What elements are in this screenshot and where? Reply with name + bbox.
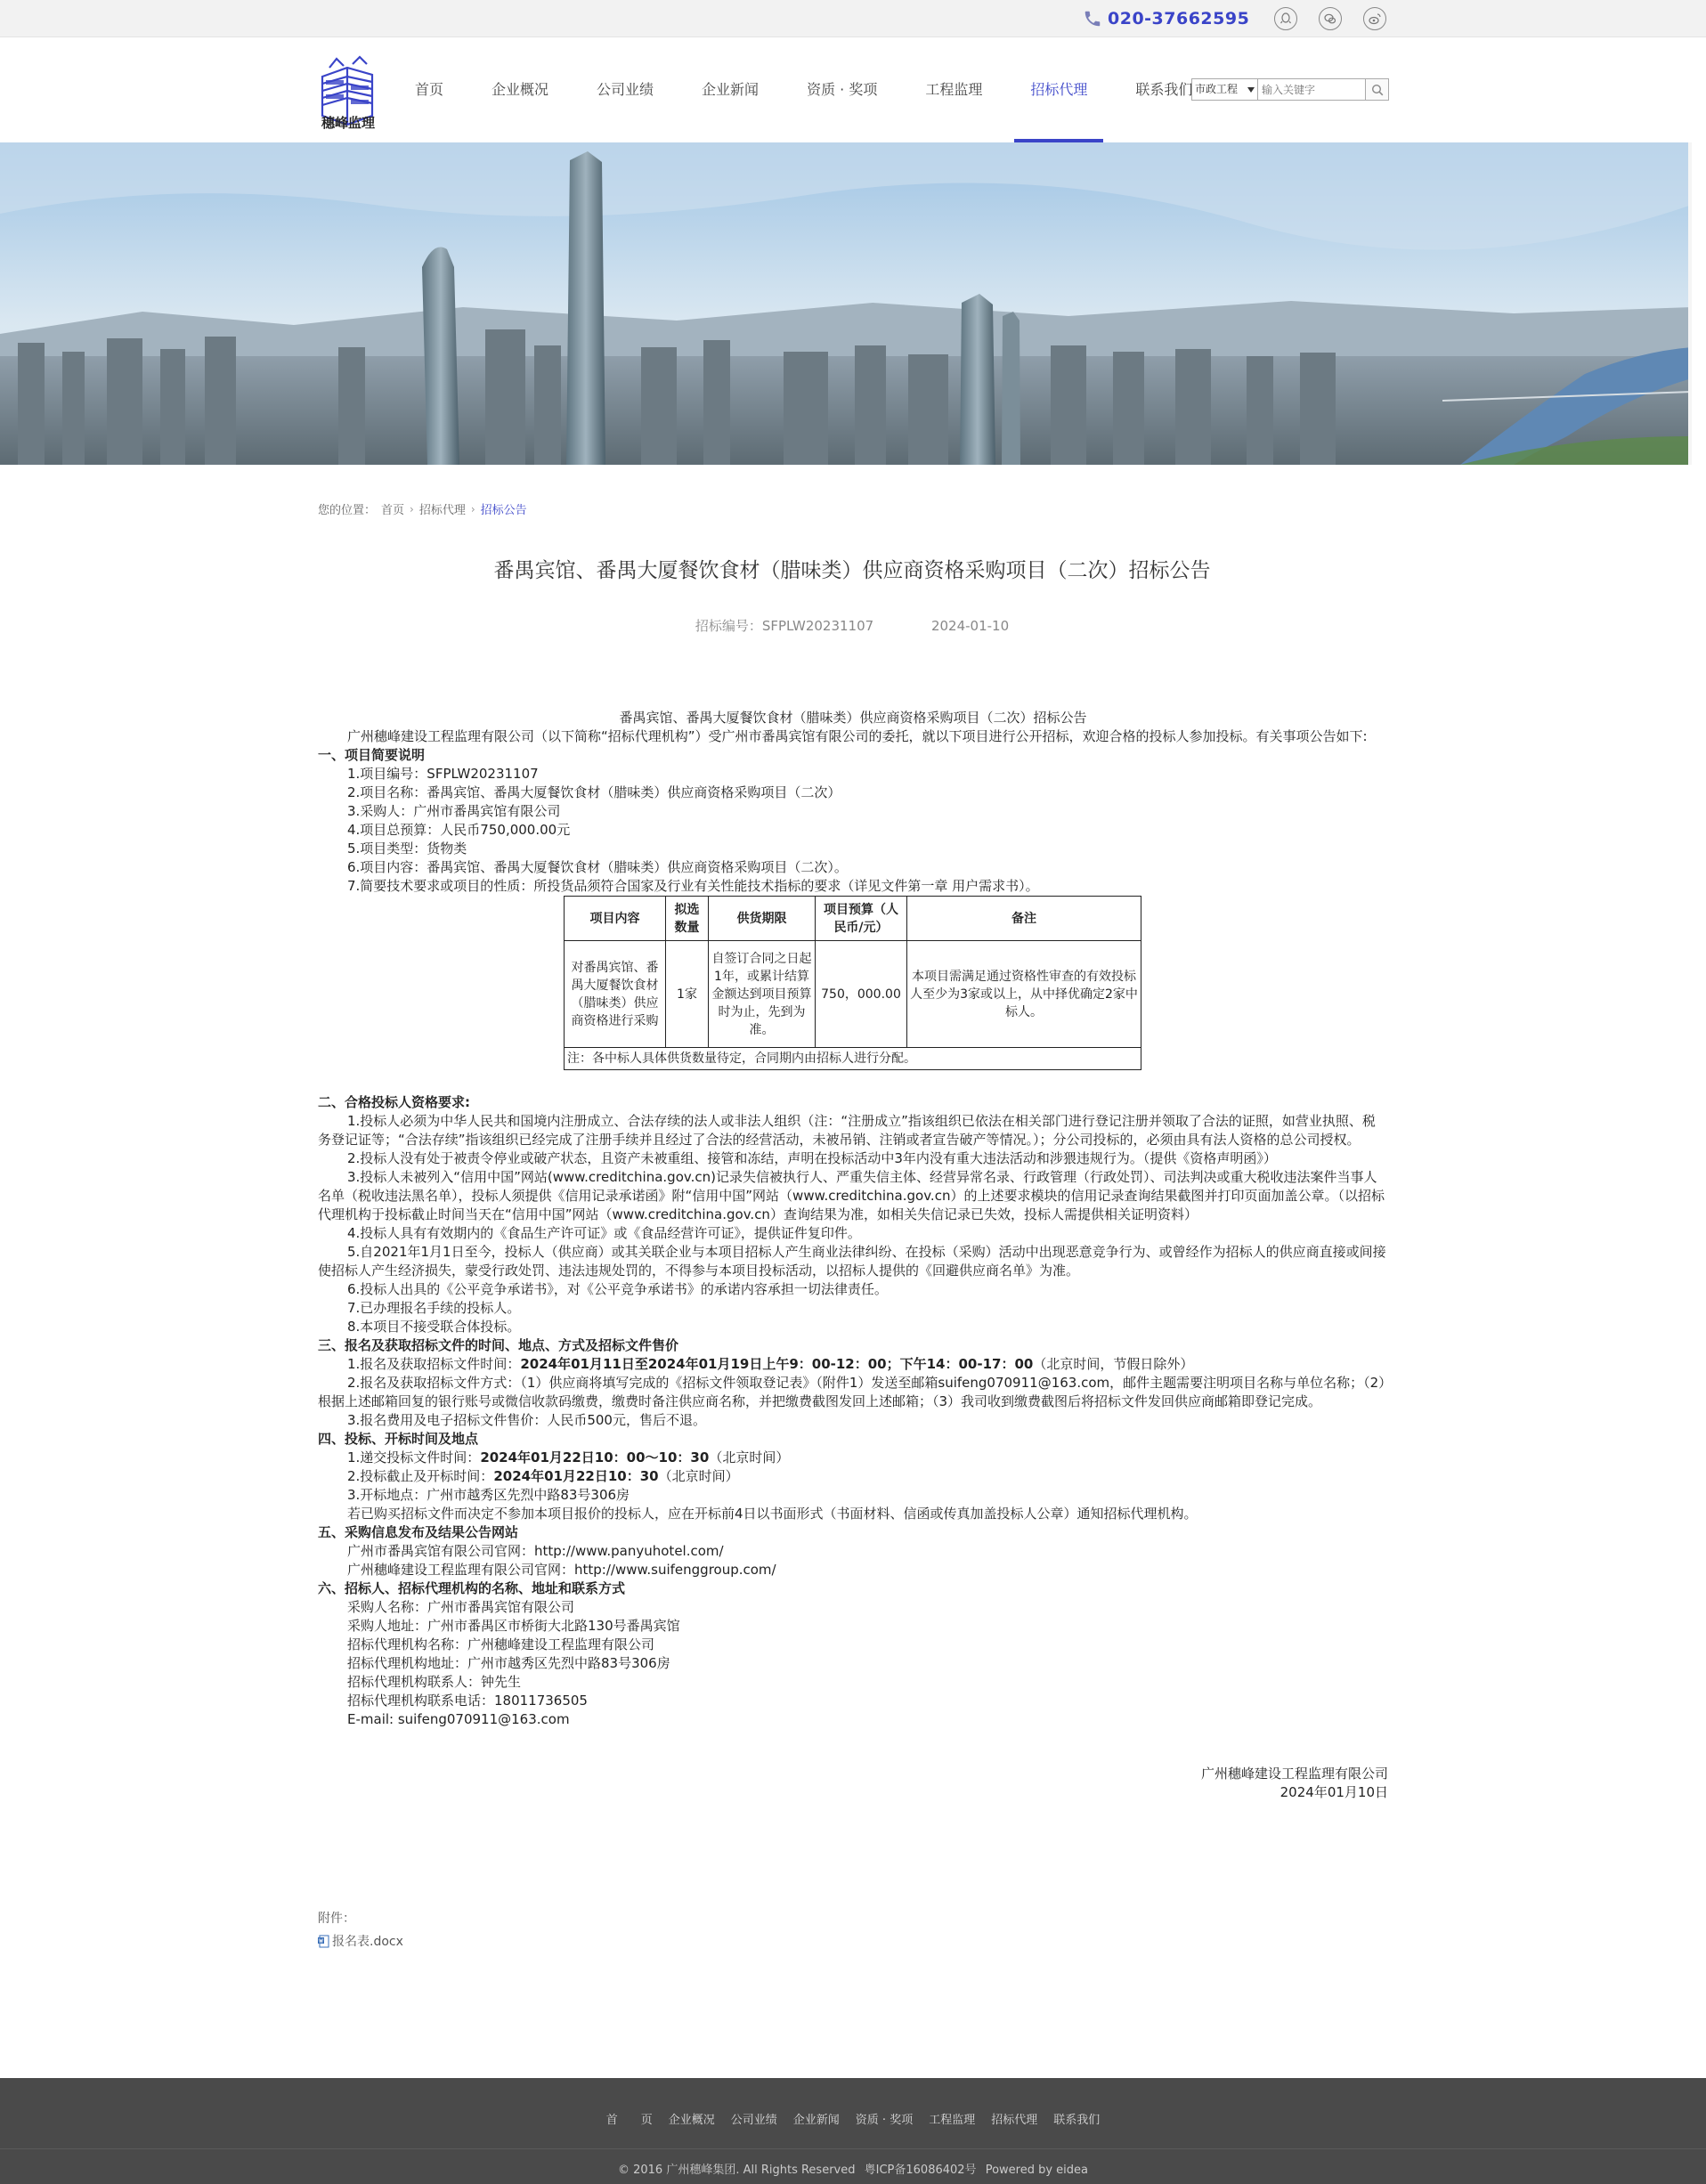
paragraph: 1.投标人必须为中华人民共和国境内注册成立、合法存续的法人或非法人组织（注：“注册成立”指该组织已依法在相关部门进行登记注册并领取了合法的证照，如营业执照、税务登记证等；“合法存续”指该组织已经完成了注册手续并且经过了合法的经营活动，未被吊销、注销或者宣告破产等情况。）；分公司投标的，必须由具有法人资格的总公司授权。	[318, 1113, 1376, 1148]
attachment-label: 附件：	[318, 1912, 355, 1926]
paragraph: 采购人地址：广州市番禺区市桥街大北路130号番禺宾馆	[347, 1618, 680, 1634]
paragraph	[318, 1467, 1388, 1486]
footer-divider	[0, 2148, 1706, 2149]
text: 1.递交投标文件时间：	[347, 1449, 481, 1465]
search-box	[1191, 78, 1389, 101]
copyright-text: © 2016 广州穗峰集团. All Rights Reserved	[617, 2164, 856, 2177]
requirements-table	[564, 896, 1141, 1070]
footer-link-awards[interactable]: 资质 · 奖项	[855, 2114, 914, 2127]
table-header: 拟选数量	[666, 897, 709, 941]
table-header-row	[565, 897, 1141, 941]
paragraph: 5.自2021年1月1日至今，投标人（供应商）或其关联企业与本项目招标人产生商业法律纠纷、在投标（采购）活动中出现恶意竞争行为、或曾经作为招标人的供应商直接或间接使招标人产生经济损失，蒙受行政处罚、违法违规处罚的，不得参与本项目投标活动，以招标人提供的《回避供应商名单》为准。	[318, 1244, 1386, 1279]
site-footer	[0, 2078, 1706, 2184]
search-icon	[1371, 84, 1384, 96]
nav-item-awards[interactable]: 资质 · 奖项	[807, 81, 878, 98]
nav-item-contact[interactable]: 联系我们	[1135, 81, 1193, 98]
body-intro: 广州穗峰建设工程监理有限公司（以下简称“招标代理机构”）受广州市番禺宾馆有限公司的委托，就以下项目进行公开招标，欢迎合格的投标人参加投标。有关事项公告如下:	[347, 728, 1368, 744]
footer-copyright	[0, 2160, 1706, 2177]
footer-link-home[interactable]: 首 页	[605, 2114, 653, 2127]
paragraph: 广州穗峰建设工程监理有限公司官网：http://www.suifenggroup.com/	[347, 1562, 776, 1578]
paragraph: 8.本项目不接受联合体投标。	[347, 1319, 521, 1335]
table-header: 项目预算（人民币/元）	[816, 897, 907, 941]
signature-company: 广州穗峰建设工程监理有限公司	[1200, 1766, 1388, 1782]
publish-date: 2024-01-10	[930, 618, 1010, 634]
top-bar	[0, 0, 1706, 37]
footer-link-supervision[interactable]: 工程监理	[929, 2114, 976, 2127]
phone-number: 020-37662595	[1108, 9, 1250, 28]
section-3-heading: 三、报名及获取招标文件的时间、地点、方式及招标文件售价	[318, 1337, 679, 1353]
signature-date: 2024年01月10日	[1280, 1784, 1388, 1800]
footer-link-performance[interactable]: 公司业绩	[730, 2114, 777, 2127]
body-heading: 番禺宾馆、番禺大厦餐饮食材（腊味类）供应商资格采购项目（二次）招标公告	[619, 710, 1087, 726]
qq-icon[interactable]	[1274, 7, 1297, 30]
page-title: 番禺宾馆、番禺大厦餐饮食材（腊味类）供应商资格采购项目（二次）招标公告	[493, 559, 1211, 582]
search-button[interactable]	[1365, 79, 1388, 100]
paragraph: 6.项目内容：番禺宾馆、番禺大厦餐饮食材（腊味类）供应商资格采购项目（二次）。	[347, 859, 848, 875]
paragraph: 3.开标地点：广州市越秀区先烈中路83号306房	[347, 1487, 630, 1503]
text-bold: 2024年01月11日至2024年01月19日上午9：00-12：00；下午14：00-17：00	[520, 1356, 1034, 1372]
table-cell: 1家	[666, 941, 709, 1048]
spacer	[318, 1070, 1388, 1093]
footer-link-news[interactable]: 企业新闻	[792, 2114, 840, 2127]
powered-by[interactable]: Powered by eidea	[985, 2164, 1089, 2177]
city-skyline-banner	[0, 142, 1692, 465]
text: （北京时间）	[709, 1449, 790, 1465]
footer-nav	[0, 2110, 1706, 2127]
paragraph: 2.报名及获取招标文件方式：（1）供应商将填写完成的《招标文件领取登记表》（附件1）发送至邮箱suifeng070911@163.com，邮件主题需要注明项目名称与单位名称；（2）根据上述邮箱回复的银行账号或微信收款码缴费，缴费时备注供应商名称，并把缴费截图发回上述邮箱；（3）我司收到缴费截图后将招标文件发回供应商邮箱即登记完成。	[318, 1375, 1385, 1409]
article-body	[318, 709, 1388, 1802]
section-5-heading: 五、采购信息发布及结果公告网站	[318, 1524, 519, 1540]
attachment-filename: 报名表.docx	[332, 1935, 403, 1949]
icp-link[interactable]: 粤ICP备16086402号	[864, 2164, 977, 2177]
table-row	[565, 941, 1141, 1048]
paragraph: 招标代理机构联系人：钟先生	[347, 1674, 522, 1690]
chevron-right-icon: ›	[410, 502, 414, 516]
chevron-right-icon: ›	[470, 502, 475, 516]
phone-icon	[1083, 9, 1102, 28]
table-header: 备注	[907, 897, 1141, 941]
wechat-icon[interactable]	[1319, 7, 1342, 30]
table-cell: 本项目需满足通过资格性审查的有效投标人至少为3家或以上，从中择优确定2家中标人。	[907, 941, 1141, 1048]
paragraph: 2.投标人没有处于被责令停业或破产状态，且资产未被重组、接管和冻结，声明在投标活动中3年内没有重大违法活动和涉猥违规行为。（提供《资格声明函》）	[347, 1150, 1277, 1166]
phone-contact	[1083, 8, 1249, 29]
table-header: 项目内容	[565, 897, 666, 941]
breadcrumb-prefix: 您的位置：	[318, 504, 377, 517]
footer-link-overview[interactable]: 企业概况	[668, 2114, 715, 2127]
section-6-heading: 六、招标人、招标代理机构的名称、地址和联系方式	[318, 1580, 626, 1596]
paragraph: 4.投标人具有有效期内的《食品生产许可证》或《食品经营许可证》，提供证件复印件。	[347, 1225, 861, 1241]
paragraph: 若已购买招标文件而决定不参加本项目报价的投标人，应在开标前4日以书面形式（书面材料、信函或传真加盖投标人公章）通知招标代理机构。	[347, 1506, 1198, 1522]
table-header: 供货期限	[709, 897, 816, 941]
paragraph: 2.项目名称：番禺宾馆、番禺大厦餐饮食材（腊味类）供应商资格采购项目（二次）	[347, 784, 841, 800]
breadcrumb-bidding[interactable]: 招标代理	[418, 504, 466, 517]
section-1-heading: 一、项目简要说明	[318, 747, 426, 763]
nav-item-home[interactable]: 首页	[415, 81, 444, 98]
paragraph: E-mail: suifeng070911@163.com	[347, 1711, 570, 1727]
paragraph: 7.简要技术要求或项目的性质：所投货品须符合国家及行业有关性能技术指标的要求（详见文件第一章 用户需求书）。	[347, 878, 1039, 894]
paragraph: 7.已办理报名手续的投标人。	[347, 1300, 521, 1316]
paragraph	[318, 1449, 1388, 1467]
section-2-heading: 二、合格投标人资格要求:	[318, 1094, 470, 1110]
paragraph: 招标代理机构地址：广州市越秀区先烈中路83号306房	[347, 1655, 670, 1671]
paragraph: 广州市番禺宾馆有限公司官网：http://www.panyuhotel.com/	[347, 1543, 724, 1559]
paragraph	[318, 1355, 1388, 1374]
text: （北京时间）	[658, 1468, 739, 1484]
text-bold: 2024年01月22日10：30	[493, 1468, 659, 1484]
paragraph: 1.项目编号：SFPLW20231107	[347, 766, 539, 782]
paragraph: 招标代理机构联系电话：18011736505	[347, 1693, 588, 1709]
search-category-select[interactable]	[1192, 79, 1258, 100]
paragraph: 4.项目总预算：人民币750,000.00元	[347, 822, 571, 838]
nav-item-news[interactable]: 企业新闻	[702, 81, 760, 98]
breadcrumb-current[interactable]: 招标公告	[480, 504, 527, 517]
table-note: 注：各中标人具体供货数量待定，合同期内由招标人进行分配。	[565, 1048, 1141, 1070]
breadcrumb	[318, 500, 527, 517]
logo-text: 穗峰监理	[321, 115, 375, 131]
search-category-value: 市政工程	[1195, 83, 1239, 95]
footer-link-contact[interactable]: 联系我们	[1053, 2114, 1101, 2127]
paragraph: 3.报名费用及电子招标文件售价：人民币500元，售后不退。	[347, 1412, 706, 1428]
text: （北京时间，节假日除外）	[1033, 1356, 1194, 1372]
paragraph: 3.采购人：广州市番禺宾馆有限公司	[347, 803, 561, 819]
nav-item-bidding[interactable]: 招标代理	[1014, 37, 1103, 142]
table-cell: 自签订合同之日起1年，或累计结算金额达到项目预算时为止，先到为准。	[709, 941, 816, 1048]
breadcrumb-home[interactable]: 首页	[381, 504, 405, 517]
table-cell: 750，000.00	[816, 941, 907, 1048]
spacer	[318, 1729, 1388, 1765]
nav-item-supervision[interactable]: 工程监理	[925, 81, 983, 98]
paragraph: 招标代理机构名称：广州穗峰建设工程监理有限公司	[347, 1636, 655, 1652]
text-bold: 2024年01月22日10：00～10：30	[480, 1449, 710, 1465]
weibo-icon[interactable]	[1363, 7, 1386, 30]
paragraph: 6.投标人出具的《公平竞争承诺书》，对《公平竞争承诺书》的承诺内容承担一切法律责任。	[347, 1281, 888, 1297]
search-input[interactable]	[1258, 79, 1365, 100]
paragraph: 3.投标人未被列入“信用中国”网站(www.creditchina.gov.cn)记录失信被执行人、严重失信主体、经营异常名录、行政管理（行政处罚）、司法判决或重大税收违法案件当事人名单（税收违法黑名单），投标人须提供《信用记录承诺函》附“信用中国”网站（www.creditchina.gov.cn）的上述要求模块的信用记录查询结果截图并打印页面加盖公章。（以招标代理机构于投标截止时间当天在“信用中国”网站（www.creditchina.gov.cn）查询结果为准，如相关失信记录已失效，投标人需提供相关证明资料）	[318, 1169, 1385, 1222]
article-meta	[318, 616, 1386, 635]
text: 2.投标截止及开标时间：	[347, 1468, 494, 1484]
bid-code: 招标编号：SFPLW20231107	[695, 618, 874, 634]
nav-item-overview[interactable]: 企业概况	[491, 81, 549, 98]
table-cell: 对番禺宾馆、番禺大厦餐饮食材（腊味类）供应商资格进行采购	[565, 941, 666, 1048]
section-4-heading: 四、投标、开标时间及地点	[318, 1431, 479, 1447]
paragraph: 采购人名称：广州市番禺宾馆有限公司	[347, 1599, 575, 1615]
chevron-down-icon	[1247, 87, 1255, 93]
site-header	[0, 37, 1706, 142]
text: 1.报名及获取招标文件时间：	[347, 1356, 521, 1372]
main-nav	[399, 37, 1224, 142]
table-row	[565, 1048, 1141, 1070]
attachment-link[interactable]	[318, 1932, 403, 1950]
paragraph: 5.项目类型：货物类	[347, 840, 467, 857]
footer-link-bidding[interactable]: 招标代理	[991, 2114, 1038, 2127]
document-icon	[318, 1935, 330, 1948]
nav-item-performance[interactable]: 公司业绩	[597, 81, 654, 98]
